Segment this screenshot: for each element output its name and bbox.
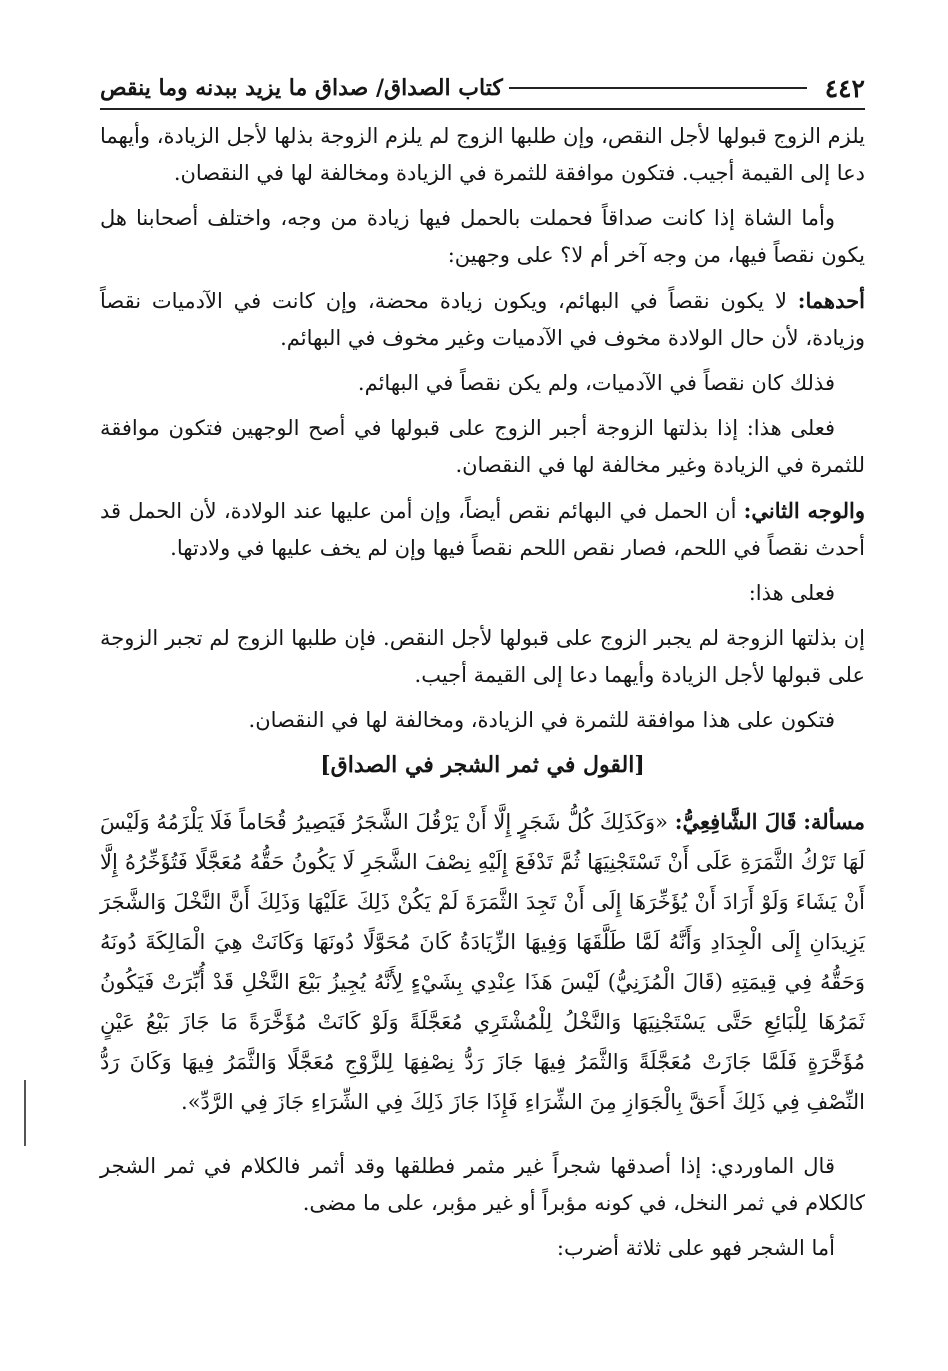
paragraph: قال الماوردي: إذا أصدقها شجراً غير مثمر فطلقها وقد أثمر فالكلام في ثمر الشجر كالكلام في ثمر النخل، في كونه مؤبراً أو غير مؤبر، على ما مضى.	[100, 1154, 865, 1215]
running-title: كتاب الصداق/ صداق ما يزيد ببدنه وما ينقص	[100, 75, 503, 101]
paragraph-text: لا يكون نقصاً في البهائم، ويكون زيادة محضة، وإن كانت في الآدميات نقصاً وزيادة، لأن حال الولادة مخوف في الآدميات وغير مخوف في البهائم.	[100, 289, 865, 350]
masala-speaker: قَالَ الشَّافِعِيُّ:	[674, 809, 797, 834]
paragraph: فتكون على هذا موافقة للثمرة في الزيادة، ومخالفة لها في النقصان.	[248, 708, 835, 732]
paragraph: فذلك كان نقصاً في الآدميات، ولم يكن نقصاً في البهائم.	[357, 371, 835, 395]
paragraph: وأما الشاة إذا كانت صداقاً فحملت بالحمل فيها زيادة من وجه، واختلف أصحابنا هل يكون نقصاً فيها، من وجه آخر أم لا؟ على وجهين:	[100, 206, 865, 267]
paragraph: فعلى هذا:	[748, 581, 835, 605]
page-header	[100, 68, 865, 110]
paragraph-lead: أحدهما:	[797, 288, 865, 313]
paragraph: أما الشجر فهو على ثلاثة أضرب:	[556, 1236, 835, 1260]
masala-paragraph	[100, 802, 865, 1122]
masala-label: مسألة:	[803, 809, 866, 834]
paragraph: فعلى هذا: إذا بذلتها الزوجة أجبر الزوج على قبولها في أصح الوجهين فتكون موافقة للثمرة في الزيادة وغير مخالفة لها في النقصان.	[100, 416, 865, 477]
paragraph	[100, 282, 865, 357]
section-heading: [القول في ثمر الشجر في الصداق]	[320, 752, 645, 778]
paragraph: إن بذلتها الزوجة لم يجبر الزوج على قبولها لأجل النقص. فإن طلبها الزوج لم تجبر الزوجة على قبولها لأجل الزيادة وأيهما دعا إلى القيمة أجيب.	[100, 626, 865, 687]
paragraph	[100, 492, 865, 567]
page-body	[100, 118, 865, 1275]
header-rule	[509, 87, 807, 89]
page-number: ٤٤٢	[824, 73, 865, 103]
paragraph-text: أن الحمل في البهائم نقص أيضاً، وإن أمن عليها عند الولادة، لأن الحمل قد أحدث نقصاً في اللحم، فصار نقص اللحم نقصاً فيها وإن لم يخف عليها في ولادتها.	[100, 499, 865, 560]
masala-quote: «وَكَذَلِكَ كُلُّ شَجَرٍ إِلَّا أَنْ يَرْقُلَ الشَّجَرُ فَيَصِيرُ قُحَاماً فَلَا يَلْزَمُهُ وَلَيْسَ لَهَا تَرْكُ الثَّمَرَةِ عَلَى أَنْ تَسْتَجْنِيَهَا ثُمَّ تَدْفَعَ إِلَيْهِ نِصْفَ الشَّجَرِ لَا يَكُونُ حَقُّهُ مُعَجَّلًا فَتُؤَخِّرُهُ إِلَّا أَنْ يَشَاءَ وَلَوْ أَرَادَ أَنْ يُؤَخِّرَهَا إِلَى أَنْ تَجِدَ الثَّمَرَةَ لَمْ يَكُنْ ذَلِكَ عَلَيْهَا وَذَلِكَ أَنَّ النَّخْلَ وَالشَّجَرَ يَزِيدَانِ إِلَى الْجِدَادِ وَأَنَّهُ لَمَّا طَلَّقَهَا وَفِيهَا الزِّيَادَةُ كَانَ مُحَوَّلًا دُونَهَا وَكَانَتْ هِيَ الْمَالِكَةَ دُونَهُ وَحَقُّهُ فِي قِيمَتِهِ (قَالَ الْمُزَنِيُّ) لَيْسَ هَذَا عِنْدِي بِشَيْءٍ لِأَنَّهُ يُجِيزُ بَيْعَ النَّخْلِ قَدْ أُبِّرَتْ فَيَكُونُ ثَمَرُهَا لِلْبَائِعِ حَتَّى يَسْتَجْنِيَهَا وَالنَّخْلُ لِلْمُشْتَرِي مُعَجَّلَةً وَلَوْ كَانَتْ مُؤَخَّرَةً مَا جَازَ بَيْعُ عَيْنٍ مُؤَخَّرَةٍ فَلَمَّا جَازَتْ مُعَجَّلَةً وَالثَّمَرُ فِيهَا جَازَ رَدُّ نِصْفِهَا لِلزَّوْجِ مُعَجَّلًا وَالثَّمَرُ فِيهَا وَكَانَ رَدُّ النِّصْفِ فِي ذَلِكَ أَحَقَّ بِالْجَوَازِ مِنَ الشِّرَاءِ فَإِذَا جَازَ ذَلِكَ فِي الشِّرَاءِ جَازَ فِي الرَّدِّ».	[100, 810, 865, 1114]
paragraph: يلزم الزوج قبولها لأجل النقص، وإن طلبها الزوج لم يلزم الزوجة بذلها لأجل الزيادة، وأيهما دعا إلى القيمة أجيب. فتكون موافقة للثمرة في الزيادة ومخالفة لها في النقصان.	[99, 124, 865, 185]
paragraph-lead: والوجه الثاني:	[743, 498, 865, 523]
scan-margin-mark	[24, 1080, 26, 1146]
